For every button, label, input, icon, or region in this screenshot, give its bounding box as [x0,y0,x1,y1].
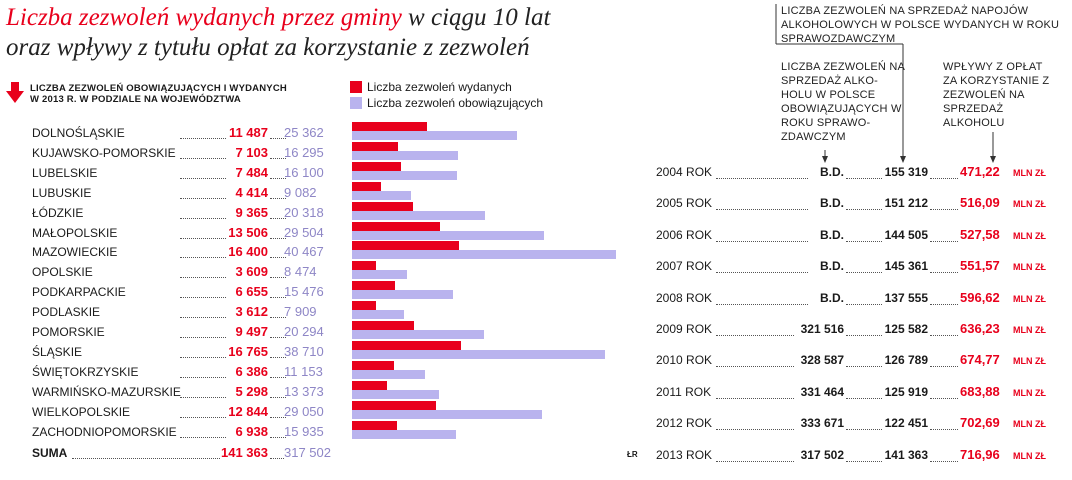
right-header-top: LICZBA ZEZWOLEŃ NA SPRZEDAŻ NAPOJÓW ALKOHOLOWYCH W POLSCE WYDANYCH W ROKU SPRAWOZDAWCZYM [781,5,1060,45]
region-issued-value: 6 386 [235,363,268,379]
region-issued-value: 5 298 [235,383,268,399]
region-valid-value: 38 710 [284,343,324,359]
region-valid-value: 9 082 [284,184,317,200]
year-dots-3 [930,178,958,179]
region-valid-value: 16 295 [284,144,324,160]
region-label: ŁÓDZKIE [32,205,84,220]
year-valid-value: B.D. [820,227,844,242]
year-dots-3 [930,398,958,399]
region-label: DOLNOŚLĄSKIE [32,126,125,140]
region-valid-value: 15 935 [284,423,324,439]
year-issued-value: 155 319 [884,165,928,179]
total-label: SUMA [32,446,68,460]
year-label: 2011 ROK [656,384,712,399]
region-label: LUBELSKIE [32,165,98,180]
left-header-line-1: LICZBA ZEZWOLEŃ OBOWIĄZUJĄCYCH I WYDANYCH [30,83,287,94]
region-label: OPOLSKIE [32,265,93,280]
year-income-unit: MLN ZŁ [1013,387,1046,398]
region-issued-value: 9 365 [235,204,268,220]
source-tag: ŁR [627,450,638,459]
region-valid-value: 11 153 [284,363,323,379]
region-valid-value: 8 474 [284,264,317,280]
region-issued-value: 3 609 [235,264,268,280]
total-issued: 141 363 [221,445,268,460]
legend-issued-label: Liczba zezwoleń wydanych [367,80,512,94]
year-income-unit: MLN ZŁ [1013,419,1046,430]
region-issued-value: 16 765 [228,343,268,359]
year-income-value: 471,22 [960,164,1000,179]
year-label: 2006 ROK [656,227,713,242]
year-income-value: 596,62 [960,289,1000,305]
region-valid-value: 29 504 [284,224,324,240]
region-valid-value: 20 294 [284,324,324,339]
region-valid-value: 15 476 [284,284,324,300]
region-issued-value: 4 414 [235,184,268,200]
year-valid-value: B.D. [820,259,844,274]
year-valid-value: B.D. [820,290,844,305]
region-issued-value: 13 506 [228,224,268,240]
left-header-line-2: W 2013 R. W PODZIALE NA WOJEWÓDZTWA [30,94,241,105]
year-issued-value: 151 212 [884,196,928,211]
region-valid-value: 29 050 [284,403,324,419]
year-issued-value: 125 582 [884,322,928,336]
region-label: KUJAWSKO-POMORSKIE [32,145,176,160]
year-dots-3 [930,461,958,462]
region-valid-value: 13 373 [284,383,324,399]
year-label: 2012 ROK [656,416,713,431]
year-income-unit: MLN ZŁ [1013,356,1046,367]
year-income-value: 636,23 [960,321,1000,336]
year-dots-3 [930,429,958,430]
region-label: POMORSKIE [32,325,105,339]
year-dots-3 [930,366,958,367]
year-valid-value: 331 464 [800,384,844,399]
region-issued-value: 12 844 [228,403,268,419]
year-income-value: 683,88 [960,383,1000,399]
year-label: 2009 ROK [656,322,713,336]
year-issued-value: 144 505 [884,227,928,242]
region-label: WIELKOPOLSKIE [32,404,131,419]
year-label: 2005 ROK [656,196,713,211]
right-header-income: WPŁYWY Z OPŁAT ZA KORZYSTANIE Z ZEZWOLEŃ NA SPRZEDAŻ ALKOHOLU [943,61,1050,129]
region-valid-value: 20 318 [284,204,324,220]
year-label: 2013 ROK [656,447,713,462]
year-income-value: 716,96 [960,446,1000,462]
year-income-unit: MLN ZŁ [1013,325,1046,335]
year-issued-value: 141 363 [884,447,928,462]
year-valid-value: 328 587 [800,353,844,368]
region-valid-value: 16 100 [284,164,324,180]
year-income-unit: MLN ZŁ [1013,262,1046,273]
year-issued-value: 122 451 [884,416,928,431]
right-header-valid: LICZBA ZEZWOLEŃ NA SPRZEDAŻ ALKO- HOLU W POLSCE OBOWIĄZUJĄCYCH W ROKU SPRAWO- ZDAWCZYM [781,61,905,143]
region-label: MAŁOPOLSKIE [32,225,118,240]
title-line-2-text: oraz wpływy z tytułu opłat za korzystanie z zezwoleń [6,34,530,61]
year-income-unit: MLN ZŁ [1013,293,1046,304]
region-label: WARMIŃSKO-MAZURSKIE [32,384,181,399]
year-dots-3 [930,209,958,210]
year-label: 2008 ROK [656,290,713,305]
year-valid-value: 333 671 [800,416,844,431]
region-issued-value: 6 938 [235,423,268,439]
year-income-value: 516,09 [960,195,1000,211]
region-label: PODKARPACKIE [32,285,126,300]
year-income-value: 674,77 [960,352,1000,368]
year-income-value: 551,57 [960,258,1000,274]
year-label: 2007 ROK [656,259,713,274]
region-issued-value: 9 497 [235,324,268,339]
region-valid-value: 25 362 [284,125,324,140]
year-dots-3 [930,272,958,273]
region-issued-value: 11 487 [228,125,268,140]
region-label: PODLASKIE [32,305,101,320]
total-valid: 317 502 [284,445,331,460]
region-label: ŚLĄSKIE [32,344,83,359]
year-income-unit: MLN ZŁ [1013,199,1046,210]
region-issued-value: 3 612 [235,304,268,320]
year-label: 2010 ROK [656,353,713,368]
year-income-unit: MLN ZŁ [1013,168,1046,178]
year-issued-value: 126 789 [884,353,928,368]
region-label: ZACHODNIOPOMORSKIE [32,424,177,439]
year-income-value: 527,58 [960,226,1000,242]
region-issued-value: 16 400 [228,244,268,260]
year-dots-3 [930,335,958,336]
region-label: ŚWIĘTOKRZYSKIE [32,364,139,379]
year-valid-value: 321 516 [800,322,844,336]
year-dots-3 [930,304,958,305]
title-black-part: w ciągu 10 lat [408,4,551,31]
year-issued-value: 145 361 [884,259,928,274]
year-issued-value: 125 919 [884,384,928,399]
year-dots-3 [930,241,958,242]
region-issued-value: 7 484 [235,164,268,180]
year-issued-value: 137 555 [884,290,928,305]
year-valid-value: B.D. [820,196,844,211]
region-label: MAZOWIECKIE [32,245,118,260]
region-valid-value: 7 909 [284,304,317,320]
year-valid-value: 317 502 [800,447,844,462]
year-income-unit: MLN ZŁ [1013,450,1046,461]
year-label: 2004 ROK [656,165,713,179]
year-income-unit: MLN ZŁ [1013,230,1046,241]
region-issued-value: 6 655 [235,284,268,300]
legend-valid-label: Liczba zezwoleń obowiązujących [367,96,544,110]
region-label: LUBUSKIE [32,185,92,200]
region-issued-value: 7 103 [235,144,268,160]
year-income-value: 702,69 [960,415,1000,431]
year-valid-value: B.D. [820,165,844,179]
region-valid-value: 40 467 [284,244,324,260]
title-red-part: Liczba zezwoleń wydanych przez gminy [6,4,402,31]
